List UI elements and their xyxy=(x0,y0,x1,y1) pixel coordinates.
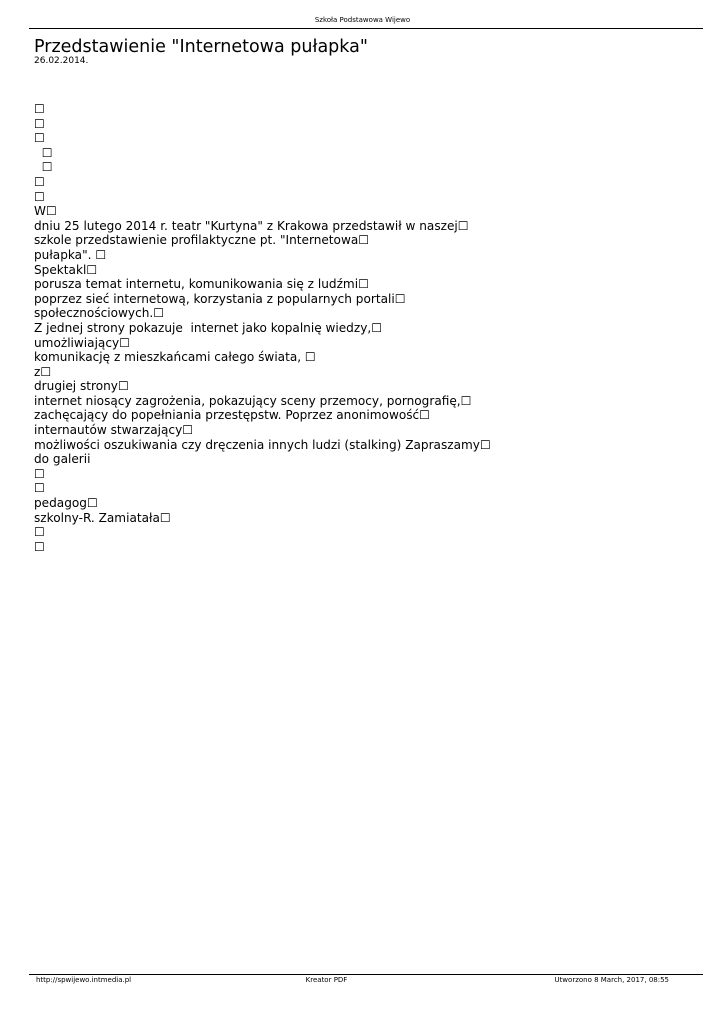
article-line: ☐ xyxy=(34,539,45,554)
footer-divider xyxy=(29,974,703,975)
article-line: internautów stwarzający☐ xyxy=(34,423,194,438)
article-line: zachęcający do popełniania przestępstw. Poprzez anonimowość☐ xyxy=(34,408,431,423)
article-body xyxy=(34,102,491,554)
page-header-site-name: Szkoła Podstawowa Wijewo xyxy=(314,16,411,24)
article-title: Przedstawienie "Internetowa pułapka" xyxy=(34,37,368,57)
footer-url: http://spwijewo.intmedia.pl xyxy=(36,976,132,984)
article-line: Spektakl☐ xyxy=(34,262,98,277)
article-line: internet niosący zagrożenia, pokazujący sceny przemocy, pornografię,☐ xyxy=(34,393,472,408)
article-line: ☐ xyxy=(34,131,45,146)
article-line: społecznościowych.☐ xyxy=(34,306,165,321)
footer-generator: Kreator PDF xyxy=(305,976,348,984)
article-line: ☐ xyxy=(34,189,45,204)
article-line: ☐ xyxy=(34,102,45,116)
article-line: ☐ xyxy=(34,160,53,175)
article-line: poprzez sieć internetową, korzystania z popularnych portali☐ xyxy=(34,291,406,306)
article-line: ☐ xyxy=(34,525,45,540)
article-line: szkole przedstawienie profilaktyczne pt. "Internetowa☐ xyxy=(34,233,370,248)
article-line: pedagog☐ xyxy=(34,496,98,511)
article-line: W☐ xyxy=(34,204,57,219)
article-line: Z jednej strony pokazuje internet jako kopalnię wiedzy,☐ xyxy=(34,320,383,335)
article-line: możliwości oszukiwania czy dręczenia innych ludzi (stalking) Zapraszamy☐ xyxy=(34,437,491,452)
article-line: dniu 25 lutego 2014 r. teatr "Kurtyna" z Krakowa przedstawił w naszej☐ xyxy=(34,218,469,233)
header-divider xyxy=(29,28,703,29)
article-line: ☐ xyxy=(34,466,45,481)
article-line: do galerii xyxy=(34,452,91,467)
article-line: porusza temat internetu, komunikowania się z ludźmi☐ xyxy=(34,277,369,292)
article-line: szkolny-R. Zamiatała☐ xyxy=(34,510,171,525)
article-line: drugiej strony☐ xyxy=(34,379,129,394)
article-line: ☐ xyxy=(34,145,53,160)
article-line: ☐ xyxy=(34,116,45,131)
article-line: komunikację z mieszkańcami całego świata, ☐ xyxy=(34,350,316,365)
article-line: z☐ xyxy=(34,364,52,379)
article-line: ☐ xyxy=(34,174,45,189)
article-line: umożliwiający☐ xyxy=(34,335,130,350)
article-line: ☐ xyxy=(34,481,45,496)
article-date: 26.02.2014. xyxy=(34,56,89,66)
footer-created-timestamp: Utworzono 8 March, 2017, 08:55 xyxy=(554,976,669,984)
article-line: pułapka". ☐ xyxy=(34,247,107,262)
